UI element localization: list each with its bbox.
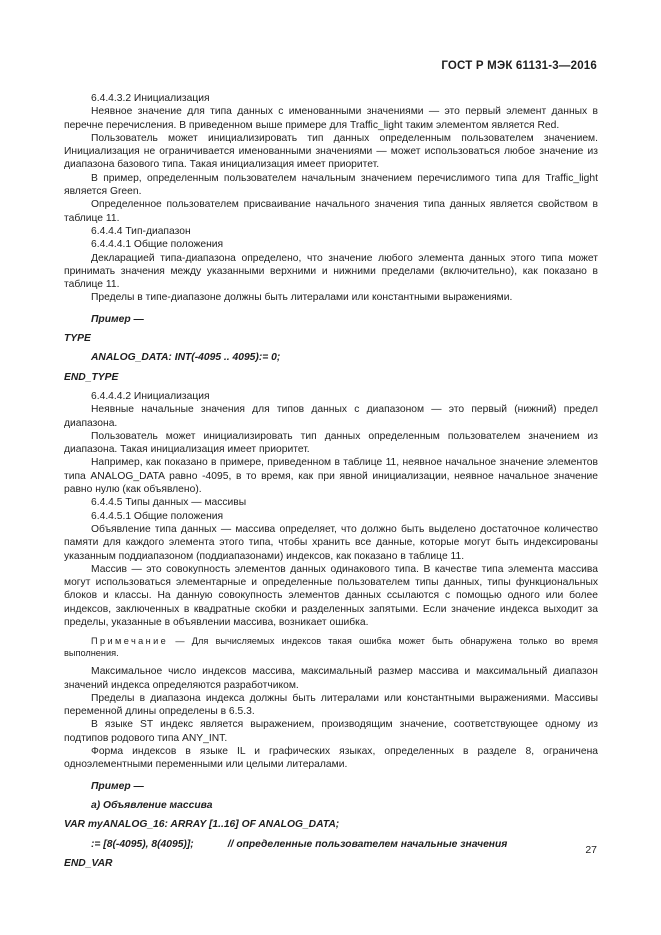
code-line: TYPE — [64, 333, 91, 345]
paragraph: В языке ST индекс является выражением, производящим значение, соответствующее одному из подтипов родового типа ANY_INT. — [64, 719, 598, 744]
section-heading: 6.4.4.4.2 Инициализация — [91, 390, 210, 402]
code-line: ANALOG_DATA: INT(-4095 .. 4095):= 0; — [91, 352, 281, 364]
paragraph: Объявление типа данных — массива определяет, что должно быть выделено достаточное количество памяти для каждого элемента этого типа, чтобы хранить все данные, которые могут быть индексированы указанным поддиапазоном (поддиапазонами) индексов, как показано в таблице 11. — [64, 523, 598, 562]
paragraph: Массив — это совокупность элементов данных одинакового типа. В качестве типа элемента массива могут использоваться элементарные и определенные пользователем типы данных, типы функциональных блоков и классы. На данную совокупность элементов данных ссылаются с помощью одного или более индексов, заключенных в квадратные скобки и разделенных запятыми. Если значение индекса выходит за пределы, указанные в объявлении массива, возникает ошибка. — [64, 563, 598, 628]
code-line: VAR myANALOG_16: ARRAY [1..16] OF ANALOG_DATA; — [64, 819, 340, 831]
page-number: 27 — [585, 844, 597, 856]
note — [64, 635, 598, 659]
paragraph: В пример, определенным пользователем начальным значением перечислимого типа для Traffic_light является Green. — [64, 172, 598, 198]
code-initializer: := [8(-4095), 8(4095)]; — [91, 838, 194, 850]
page-body — [64, 92, 598, 870]
standard-header: ГОСТ Р МЭК 61131-3—2016 — [441, 60, 597, 72]
paragraph: Пределы в типе-диапазоне должны быть литералами или константными выражениями. — [91, 292, 513, 304]
paragraph: Максимальное число индексов массива, максимальный размер массива и максимальный диапазон значений индекса определяются разработчиком. — [64, 666, 598, 691]
code-line: END_VAR — [64, 857, 113, 869]
note-label: Примечание — [91, 636, 169, 647]
paragraph: Форма индексов в языке IL и графических языках, определенных в разделе 8, ограничена одноэлементными переменными или целыми литералами. — [64, 746, 598, 771]
subsection-heading: 6.4.4.4.1 Общие положения — [91, 239, 224, 251]
paragraph: Определенное пользователем присваивание начального значения типа данных является свойством в таблице 11. — [64, 199, 598, 224]
code-line — [64, 838, 598, 851]
example-label: Пример — — [91, 780, 144, 792]
paragraph: Неявное значение для типа данных с именованными значениями — это первый элемент данных в перечне перечисления. В приведенном выше примере для Traffic_light таким элементом является Red. — [64, 106, 598, 131]
example-subtitle: а) Объявление массива — [91, 799, 213, 811]
code-line: END_TYPE — [64, 371, 119, 383]
paragraph: Пользователь может инициализировать тип данных определенным пользователем значением. Инициализация не ограничивается именованными значениями — может использоваться любое значение из диапазона базового типа. Такая инициализация имеет приоритет. — [64, 132, 598, 171]
code-comment: // определенные пользователем начальные значения — [227, 838, 508, 850]
paragraph: Пределы в диапазона индекса должны быть литералами или константными выражениями. Массивы переменной длины определены в 6.5.3. — [64, 692, 598, 718]
section-heading: 6.4.4.4 Тип-диапазон — [91, 225, 191, 237]
paragraph: Неявные начальные значения для типов данных с диапазоном — это первый (нижний) предел диапазона. — [64, 404, 598, 429]
section-heading: 6.4.4.5 Типы данных — массивы — [91, 497, 247, 509]
paragraph: Пользователь может инициализировать тип данных определенным пользователем значением из диапазона. Такая инициализация имеет приоритет. — [64, 430, 598, 456]
paragraph: Например, как показано в примере, приведенном в таблице 11, неявное начальное значение элементов типа ANALOG_DATA равно -4095, в то время, как при явной инициализации, неявное начальное значение равно нулю (как объявлено). — [64, 457, 598, 496]
note-text: — Для вычисляемых индексов такая ошибка может быть обнаружена только во время выполнения. — [64, 636, 598, 659]
paragraph: Декларацией типа-диапазона определено, что значение любого элемента данных этого типа может принимать значения между указанными верхними и нижними пределами (включительно), как показано в таблице 11. — [64, 252, 598, 291]
section-heading: 6.4.4.3.2 Инициализация — [91, 93, 210, 104]
example-label: Пример — — [91, 313, 144, 325]
subsection-heading: 6.4.4.5.1 Общие положения — [91, 510, 224, 522]
